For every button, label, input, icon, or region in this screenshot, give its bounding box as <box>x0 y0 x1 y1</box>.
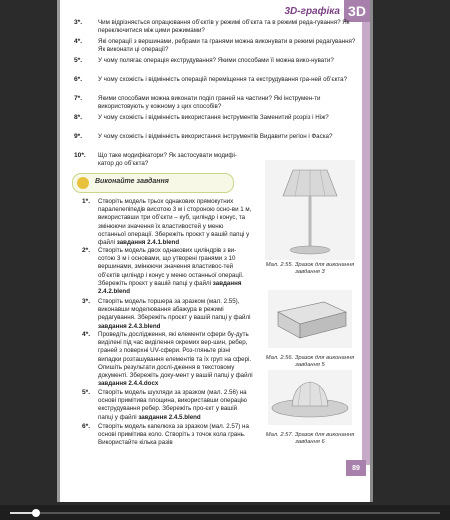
progress-track[interactable] <box>10 512 440 514</box>
task-text <box>98 198 253 247</box>
tasks-header <box>72 173 234 193</box>
task-body: Проведіть дослідження, які елементи сфери бу-дуть виділені під час виділення окремих вер-шин, ребер, граней з поверхні UV-сфери. Роз-гляньте різні випадки розташування елементів та їх груп на сфері. Опишіть результати дослі-дження в текстовому документі. Збережіть доку-мент у вашій папці у файлі <box>98 331 253 380</box>
drawer-illustration <box>268 290 352 348</box>
chapter-badge: 3D <box>344 0 370 22</box>
question-text: Які операції з вершинами, ребрами та гранями можна виконувати в режимі редагування? Як виконати ці операції? <box>98 38 356 54</box>
question-text: У чому схожість і відмінність використання інструментів Видавити регіон і Фаска? <box>98 133 333 140</box>
question-number: 4*. <box>74 38 83 45</box>
player-bar <box>0 505 450 520</box>
lamp-illustration <box>265 160 355 260</box>
task-body: Створіть модель трьох однакових прямокутних паралелепіпедів висотою 3 м і стороною осно-ви 1 м, використавши три об’єкти – куб, циліндр і конус, та змінюючи значення їх властивостей у меню останньої операції. Збережіть проєкт у вашій папці у файлі <box>98 198 252 247</box>
task-text <box>98 331 253 388</box>
question-number: 6*. <box>74 76 83 83</box>
question-text: У чому схожість і відмінність використання інструментів Заменитий розріз і Ніж? <box>98 114 329 121</box>
figure-caption: Мал. 2.55. Зразок для виконання завдання 3 <box>265 262 355 276</box>
task-number: 2*. <box>82 247 91 254</box>
question-number: 3*. <box>74 19 83 26</box>
question-text: У чому схожість і відмінність операцій переміщення та екструдування гра-ней об’єкта? <box>98 76 348 83</box>
task-file: завдання 2.4.4.docx <box>98 380 159 388</box>
figure-lamp <box>265 160 355 260</box>
task-file: завдання 2.4.1.blend <box>116 239 180 247</box>
question-text: Що таке модифікатори? Як застосувати модифі-катор до об’єкта? <box>98 152 237 168</box>
task-icon <box>77 177 89 189</box>
page-right-edge <box>370 0 373 502</box>
task-number: 1*. <box>82 198 91 205</box>
task-body: Створіть модель шухляди за зразком (мал. 2.56) на основі примітива площина, використавши операцію екструдування ребер. Збережіть про-єкт у вашій папці у файлі <box>98 389 247 421</box>
figure-hat <box>268 370 352 425</box>
question-text: Якими способами можна виконати поділ граней на частини? Які інструмен-ти використовують у кожному з цих способів? <box>98 95 321 111</box>
task-text: Створіть модель капелюха за зразком (мал. 2.57) на основі примітива коло. Створіть з точок кола грань. Використайте кілька разів <box>98 423 249 447</box>
margin-bar <box>362 10 370 465</box>
hat-illustration <box>268 370 352 425</box>
task-body: Створіть модель двох однакових циліндрів з ви-сотою 3 м і основами, що утворені гранями з 10 вершинами, змінюючи значення властивос-тей об’єктів циліндр і конус у меню останньої операції. Збережіть проєкт у вашій папці у файлі <box>98 247 244 287</box>
task-number: 3*. <box>82 298 91 305</box>
page-number: 89 <box>346 460 366 476</box>
task-number: 4*. <box>82 331 91 338</box>
task-text <box>98 247 253 296</box>
question-number: 5*. <box>74 57 83 64</box>
question-number: 7*. <box>74 95 83 102</box>
task-text <box>98 389 253 422</box>
question-number: 9*. <box>74 133 83 140</box>
question-number: 10*. <box>74 152 86 159</box>
task-body: Створіть модель торшера за зразком (мал. 2.55), виконавши моделювання абажура в режимі редагування. Збережіть проєкт у вашій папці у файлі <box>98 298 251 322</box>
progress-knob[interactable] <box>32 509 40 517</box>
figure-caption: Мал. 2.56. Зразок для виконання завдання 5 <box>265 355 355 369</box>
task-file: завдання 2.4.5.blend <box>138 413 201 421</box>
question-number: 8*. <box>74 114 83 121</box>
figure-drawer <box>268 290 352 348</box>
task-file: завдання 2.4.2.blend <box>98 279 242 296</box>
book-page <box>60 0 370 502</box>
task-number: 6*. <box>82 423 91 430</box>
question-text: Чим відрізняється опрацювання об’єктів у режимі об’єкта та в режимі реда-гування? Як переключитися між цими режимами? <box>98 19 350 35</box>
figure-caption: Мал. 2.57. Зразок для виконання завдання 6 <box>265 432 355 446</box>
task-number: 5*. <box>82 389 91 396</box>
task-file: завдання 2.4.3.blend <box>98 322 161 330</box>
task-text <box>98 298 253 331</box>
header-title: 3D-графіка <box>284 5 340 17</box>
question-text: У чому полягає операція екструдування? Якими способами її можна вико-нувати? <box>98 57 334 64</box>
tasks-title: Виконайте завдання <box>95 178 169 185</box>
